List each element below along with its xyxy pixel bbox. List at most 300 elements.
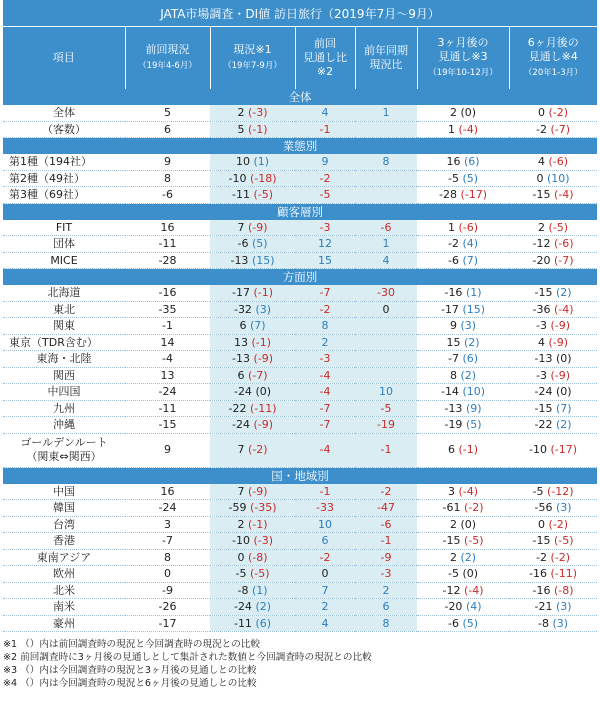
column-header: 3ヶ月後の 見通し※3 （19年10-12月） [417, 27, 509, 90]
row-item: 東京（TDR含む） [3, 334, 125, 351]
cell-prev: 9 [125, 433, 210, 467]
row-item: 中四国 [3, 384, 125, 401]
table-row [3, 220, 597, 236]
cell-yoy [355, 367, 417, 384]
cell-3month-diff: (2) [460, 550, 477, 564]
cell-6month-diff: (-12) [546, 484, 574, 498]
cell-3month: -13 (9) [417, 400, 509, 417]
cell-current: 13 (-1) [210, 334, 295, 351]
cell-prev: 8 [125, 170, 210, 187]
cell-prev: -26 [125, 599, 210, 616]
cell-6month: 0 (-2) [509, 516, 597, 533]
row-item: ゴールデンルート （関東⇔関西） [3, 433, 125, 467]
cell-6month: -22 (2) [509, 417, 597, 434]
cell-current-diff: (2) [255, 600, 272, 614]
cell-3month-diff: (2) [460, 368, 477, 382]
row-item: 東北 [3, 301, 125, 318]
cell-3month: -15 (-5) [417, 533, 509, 550]
table-row [3, 582, 597, 599]
cell-6month: -56 (3) [509, 500, 597, 517]
cell-3month: 15 (2) [417, 334, 509, 351]
cell-3month-diff: (10) [462, 385, 486, 399]
cell-3month: 1 (-4) [417, 121, 509, 138]
cell-current: -5 (-5) [210, 566, 295, 583]
row-item: 東海・北陸 [3, 351, 125, 368]
cell-current: 2 (-3) [210, 105, 295, 121]
cell-3month: -16 (1) [417, 285, 509, 301]
cell-prev: -24 [125, 384, 210, 401]
title-row [3, 0, 597, 27]
table-row [3, 318, 597, 335]
cell-6month-diff: (-4) [553, 302, 574, 316]
cell-3month-diff: (5) [465, 418, 482, 432]
cell-current: 7 (-2) [210, 433, 295, 467]
cell-yoy: -3 [355, 566, 417, 583]
row-item: 関西 [3, 367, 125, 384]
footnotes [3, 638, 597, 690]
row-item: 豪州 [3, 615, 125, 632]
cell-3month-diff: (-5) [463, 534, 484, 548]
column-header: 項目 [3, 27, 125, 90]
cell-current-diff: (-9) [247, 484, 268, 498]
cell-3month-diff: (5) [462, 616, 479, 630]
cell-6month: -12 (-6) [509, 236, 597, 253]
cell-yoy: 8 [355, 615, 417, 632]
table-row [3, 121, 597, 138]
cell-current-diff: (5) [251, 237, 268, 251]
cell-yoy: 6 [355, 599, 417, 616]
cell-current: -11 (-5) [210, 187, 295, 204]
cell-current: -11 (6) [210, 615, 295, 632]
cell-6month: -3 (-9) [509, 318, 597, 335]
cell-current-diff: (0) [255, 385, 272, 399]
cell-prev: -16 [125, 285, 210, 301]
cell-6month: 0 (10) [509, 170, 597, 187]
cell-3month-diff: (4) [462, 237, 479, 251]
table-row [3, 533, 597, 550]
cell-yoy: -9 [355, 549, 417, 566]
di-report [3, 0, 597, 690]
cell-6month: -15 (-4) [509, 187, 597, 204]
cell-current: -24 (0) [210, 384, 295, 401]
table-row [3, 384, 597, 401]
cell-3month: -6 (5) [417, 615, 509, 632]
cell-current-diff: (-9) [253, 352, 274, 366]
cell-current: -24 (-9) [210, 417, 295, 434]
cell-3month: -14 (10) [417, 384, 509, 401]
table-row [3, 334, 597, 351]
cell-yoy [355, 187, 417, 204]
cell-prev: 0 [125, 566, 210, 583]
cell-vs-forecast: 9 [295, 154, 355, 170]
section-row [3, 269, 597, 286]
cell-yoy [355, 334, 417, 351]
cell-prev: -15 [125, 417, 210, 434]
cell-3month: 2 (0) [417, 105, 509, 121]
cell-6month: -36 (-4) [509, 301, 597, 318]
cell-3month-diff: (7) [462, 253, 479, 267]
section-row [3, 138, 597, 155]
cell-6month: -3 (-9) [509, 367, 597, 384]
cell-prev: 16 [125, 220, 210, 236]
cell-prev: -24 [125, 500, 210, 517]
cell-prev: 9 [125, 154, 210, 170]
cell-3month: 1 (-6) [417, 220, 509, 236]
table-row [3, 285, 597, 301]
cell-vs-forecast: 6 [295, 533, 355, 550]
cell-current: -13 (-9) [210, 351, 295, 368]
column-header: 前回現況 （19年4-6月） [125, 27, 210, 90]
cell-prev: -1 [125, 318, 210, 335]
cell-vs-forecast: 7 [295, 582, 355, 599]
cell-vs-forecast: 12 [295, 236, 355, 253]
cell-6month: -16 (-11) [509, 566, 597, 583]
cell-3month: -7 (6) [417, 351, 509, 368]
cell-prev: 14 [125, 334, 210, 351]
cell-3month: -5 (5) [417, 170, 509, 187]
cell-prev: 8 [125, 549, 210, 566]
cell-3month: -12 (-4) [417, 582, 509, 599]
cell-vs-forecast: -3 [295, 220, 355, 236]
cell-yoy: -30 [355, 285, 417, 301]
cell-3month: -19 (5) [417, 417, 509, 434]
cell-3month: 9 (3) [417, 318, 509, 335]
cell-3month: -17 (15) [417, 301, 509, 318]
cell-3month: -20 (4) [417, 599, 509, 616]
cell-6month-diff: (-6) [548, 155, 569, 169]
cell-vs-forecast: 4 [295, 615, 355, 632]
cell-6month-diff: (0) [555, 385, 572, 399]
footnote: ※2 前回調査時に3ヶ月後の見通しとして集計された数値と今回調査時の現況との比較 [3, 652, 372, 663]
row-item: FIT [3, 220, 125, 236]
cell-current-diff: (-1) [253, 286, 274, 300]
cell-prev: -7 [125, 533, 210, 550]
cell-yoy: 1 [355, 236, 417, 253]
column-header-sub: （19年10-12月） [428, 68, 498, 78]
cell-3month-diff: (-4) [458, 484, 479, 498]
cell-6month-diff: (-7) [553, 253, 574, 267]
cell-3month: 2 (0) [417, 516, 509, 533]
row-item: 北海道 [3, 285, 125, 301]
cell-current-diff: (-9) [253, 418, 274, 432]
cell-current: -22 (-11) [210, 400, 295, 417]
cell-yoy: -1 [355, 433, 417, 467]
row-item: 関東 [3, 318, 125, 335]
row-item: 欧州 [3, 566, 125, 583]
cell-current-diff: (1) [251, 583, 268, 597]
row-item: 台湾 [3, 516, 125, 533]
cell-vs-forecast: -7 [295, 417, 355, 434]
cell-6month: -15 (-5) [509, 533, 597, 550]
column-header: 前年同期 現況比 [355, 27, 417, 90]
cell-6month-diff: (-6) [553, 237, 574, 251]
cell-3month-diff: (0) [460, 517, 477, 531]
cell-3month-diff: (3) [460, 319, 477, 333]
cell-6month: -13 (0) [509, 351, 597, 368]
cell-6month-diff: (0) [555, 352, 572, 366]
cell-yoy [355, 121, 417, 138]
cell-yoy: 1 [355, 105, 417, 121]
section-row [3, 203, 597, 220]
cell-3month-diff: (6) [463, 155, 480, 169]
row-item: 南米 [3, 599, 125, 616]
cell-current-diff: (-11) [249, 401, 277, 415]
row-item: 韓国 [3, 500, 125, 517]
row-item: 第3種（69社） [3, 187, 125, 204]
cell-6month: -8 (3) [509, 615, 597, 632]
table-row [3, 351, 597, 368]
cell-vs-forecast: 15 [295, 252, 355, 269]
row-item: 第2種（49社） [3, 170, 125, 187]
cell-6month-diff: (-4) [553, 188, 574, 202]
column-header: 現況※1 （19年7-9月） [210, 27, 295, 90]
cell-6month-diff: (-9) [548, 335, 569, 349]
cell-3month: 16 (6) [417, 154, 509, 170]
column-header: 6ヶ月後の 見通し※4 （20年1-3月） [509, 27, 597, 90]
cell-prev: 5 [125, 105, 210, 121]
cell-6month: 0 (-2) [509, 105, 597, 121]
row-item: 中国 [3, 484, 125, 500]
cell-yoy [355, 170, 417, 187]
cell-current: -13 (15) [210, 252, 295, 269]
cell-vs-forecast: 4 [295, 105, 355, 121]
cell-6month: -15 (7) [509, 400, 597, 417]
cell-6month-diff: (7) [555, 401, 572, 415]
section-label: 国・地域別 [3, 467, 597, 484]
cell-current-diff: (6) [255, 616, 272, 630]
cell-current: -6 (5) [210, 236, 295, 253]
cell-current: 6 (7) [210, 318, 295, 335]
cell-6month: 2 (-5) [509, 220, 597, 236]
cell-6month-diff: (-9) [550, 319, 571, 333]
cell-vs-forecast: -4 [295, 433, 355, 467]
di-table [3, 0, 597, 632]
cell-prev: -17 [125, 615, 210, 632]
row-item: 全体 [3, 105, 125, 121]
table-row [3, 154, 597, 170]
table-row [3, 433, 597, 467]
cell-6month-diff: (-17) [550, 443, 578, 456]
cell-6month: -16 (-8) [509, 582, 597, 599]
cell-prev: 16 [125, 484, 210, 500]
table-row [3, 105, 597, 121]
cell-6month-diff: (-2) [548, 106, 569, 120]
cell-6month-diff: (-7) [550, 122, 571, 136]
section-label: 全体 [3, 89, 597, 105]
column-header: 前回 見通し比 ※2 [295, 27, 355, 90]
table-row [3, 400, 597, 417]
column-header-sub: （19年4-6月） [138, 61, 197, 71]
table-row [3, 301, 597, 318]
cell-vs-forecast: -1 [295, 484, 355, 500]
cell-3month-diff: (5) [462, 171, 479, 185]
cell-6month-diff: (3) [552, 616, 569, 630]
cell-6month-diff: (-2) [550, 550, 571, 564]
cell-prev: 3 [125, 516, 210, 533]
cell-3month-diff: (2) [463, 335, 480, 349]
cell-yoy [355, 351, 417, 368]
cell-current: 7 (-9) [210, 220, 295, 236]
cell-6month-diff: (2) [555, 418, 572, 432]
table-row [3, 417, 597, 434]
cell-current-diff: (-18) [249, 171, 277, 185]
cell-3month: -28 (-17) [417, 187, 509, 204]
cell-3month: 3 (-4) [417, 484, 509, 500]
cell-vs-forecast: -2 [295, 170, 355, 187]
cell-prev: -11 [125, 236, 210, 253]
cell-current-diff: (-1) [247, 122, 268, 136]
cell-3month: -5 (0) [417, 566, 509, 583]
cell-6month: -5 (-12) [509, 484, 597, 500]
cell-3month-diff: (-4) [458, 122, 479, 136]
cell-3month: -61 (-2) [417, 500, 509, 517]
table-title: JATA市場調査・DI値 訪日旅行（2019年7月～9月） [3, 0, 597, 27]
cell-yoy: 10 [355, 384, 417, 401]
cell-vs-forecast: -4 [295, 367, 355, 384]
cell-3month-diff: (1) [465, 286, 482, 300]
footnote: ※1 （）内は前回調査時の現況と今回調査時の現況との比較 [3, 639, 261, 650]
cell-6month: -2 (-7) [509, 121, 597, 138]
cell-yoy: 2 [355, 582, 417, 599]
footnote: ※3 （）内は今回調査時の現況と3ヶ月後の見通しとの比較 [3, 665, 257, 676]
cell-current: -17 (-1) [210, 285, 295, 301]
cell-current-diff: (-2) [247, 443, 268, 456]
cell-current-diff: (-5) [249, 567, 270, 581]
cell-6month: -2 (-2) [509, 549, 597, 566]
table-row [3, 170, 597, 187]
cell-current: -10 (-18) [210, 170, 295, 187]
cell-3month-diff: (0) [462, 567, 479, 581]
cell-3month: 2 (2) [417, 549, 509, 566]
cell-3month: -6 (7) [417, 252, 509, 269]
cell-3month: -2 (4) [417, 236, 509, 253]
cell-3month-diff: (-2) [463, 501, 484, 515]
section-label: 業態別 [3, 138, 597, 155]
header-row [3, 27, 597, 90]
table-row [3, 516, 597, 533]
table-row [3, 599, 597, 616]
cell-vs-forecast: -7 [295, 400, 355, 417]
cell-6month: -15 (2) [509, 285, 597, 301]
cell-current-diff: (15) [251, 253, 275, 267]
cell-3month: 8 (2) [417, 367, 509, 384]
section-label: 顧客層別 [3, 203, 597, 220]
cell-yoy: 8 [355, 154, 417, 170]
section-row [3, 89, 597, 105]
cell-vs-forecast: -2 [295, 301, 355, 318]
cell-6month: -20 (-7) [509, 252, 597, 269]
cell-6month-diff: (-9) [550, 368, 571, 382]
cell-prev: -11 [125, 400, 210, 417]
cell-yoy: -19 [355, 417, 417, 434]
cell-6month: 4 (-6) [509, 154, 597, 170]
cell-current: -8 (1) [210, 582, 295, 599]
cell-3month-diff: (-6) [458, 220, 479, 234]
cell-vs-forecast: 2 [295, 334, 355, 351]
cell-current-diff: (3) [255, 302, 272, 316]
column-header-sub: （19年7-9月） [223, 61, 282, 71]
cell-current-diff: (-3) [247, 106, 268, 120]
row-item: （客数） [3, 121, 125, 138]
table-row [3, 236, 597, 253]
cell-vs-forecast: -2 [295, 549, 355, 566]
cell-6month: -21 (3) [509, 599, 597, 616]
row-item: 北米 [3, 582, 125, 599]
table-row [3, 484, 597, 500]
cell-current: 10 (1) [210, 154, 295, 170]
cell-yoy: -1 [355, 533, 417, 550]
cell-vs-forecast: 0 [295, 566, 355, 583]
cell-current: -59 (-35) [210, 500, 295, 517]
cell-vs-forecast: 10 [295, 516, 355, 533]
cell-current-diff: (-7) [247, 368, 268, 382]
cell-6month: -10 (-17) [509, 433, 597, 467]
cell-6month-diff: (3) [555, 600, 572, 614]
cell-current-diff: (-1) [251, 335, 272, 349]
cell-yoy: -2 [355, 484, 417, 500]
cell-current-diff: (-5) [253, 188, 274, 202]
cell-6month-diff: (-8) [553, 583, 574, 597]
cell-prev: 6 [125, 121, 210, 138]
row-item: 香港 [3, 533, 125, 550]
cell-current: 2 (-1) [210, 516, 295, 533]
cell-vs-forecast: -3 [295, 351, 355, 368]
table-row [3, 615, 597, 632]
cell-yoy [355, 318, 417, 335]
cell-6month-diff: (2) [555, 286, 572, 300]
cell-yoy: 4 [355, 252, 417, 269]
cell-6month-diff: (3) [555, 501, 572, 515]
cell-current: 5 (-1) [210, 121, 295, 138]
cell-6month-diff: (10) [546, 171, 570, 185]
table-row [3, 566, 597, 583]
cell-current-diff: (-35) [249, 501, 277, 515]
cell-current-diff: (7) [249, 319, 266, 333]
cell-yoy: -6 [355, 220, 417, 236]
cell-3month-diff: (9) [465, 401, 482, 415]
section-label: 方面別 [3, 269, 597, 286]
cell-current: -10 (-3) [210, 533, 295, 550]
table-row [3, 549, 597, 566]
cell-3month-diff: (15) [462, 302, 486, 316]
cell-vs-forecast: -7 [295, 285, 355, 301]
table-row [3, 367, 597, 384]
row-item: MICE [3, 252, 125, 269]
row-item: 沖縄 [3, 417, 125, 434]
cell-current-diff: (-1) [247, 517, 268, 531]
cell-yoy: -47 [355, 500, 417, 517]
cell-6month: -24 (0) [509, 384, 597, 401]
table-row [3, 252, 597, 269]
cell-3month-diff: (-1) [458, 443, 479, 456]
cell-vs-forecast: -5 [295, 187, 355, 204]
cell-prev: -28 [125, 252, 210, 269]
cell-3month-diff: (0) [460, 106, 477, 120]
cell-6month-diff: (-5) [553, 534, 574, 548]
cell-vs-forecast: -1 [295, 121, 355, 138]
cell-prev: -9 [125, 582, 210, 599]
cell-3month-diff: (6) [462, 352, 479, 366]
footnote: ※4 （）内は今回調査時の現況と6ヶ月後の見通しとの比較 [3, 678, 257, 689]
cell-prev: -6 [125, 187, 210, 204]
cell-prev: -35 [125, 301, 210, 318]
cell-vs-forecast: 8 [295, 318, 355, 335]
row-item: 第1種（194社） [3, 154, 125, 170]
cell-current: 7 (-9) [210, 484, 295, 500]
cell-prev: -4 [125, 351, 210, 368]
cell-3month-diff: (-4) [463, 583, 484, 597]
row-item: 九州 [3, 400, 125, 417]
